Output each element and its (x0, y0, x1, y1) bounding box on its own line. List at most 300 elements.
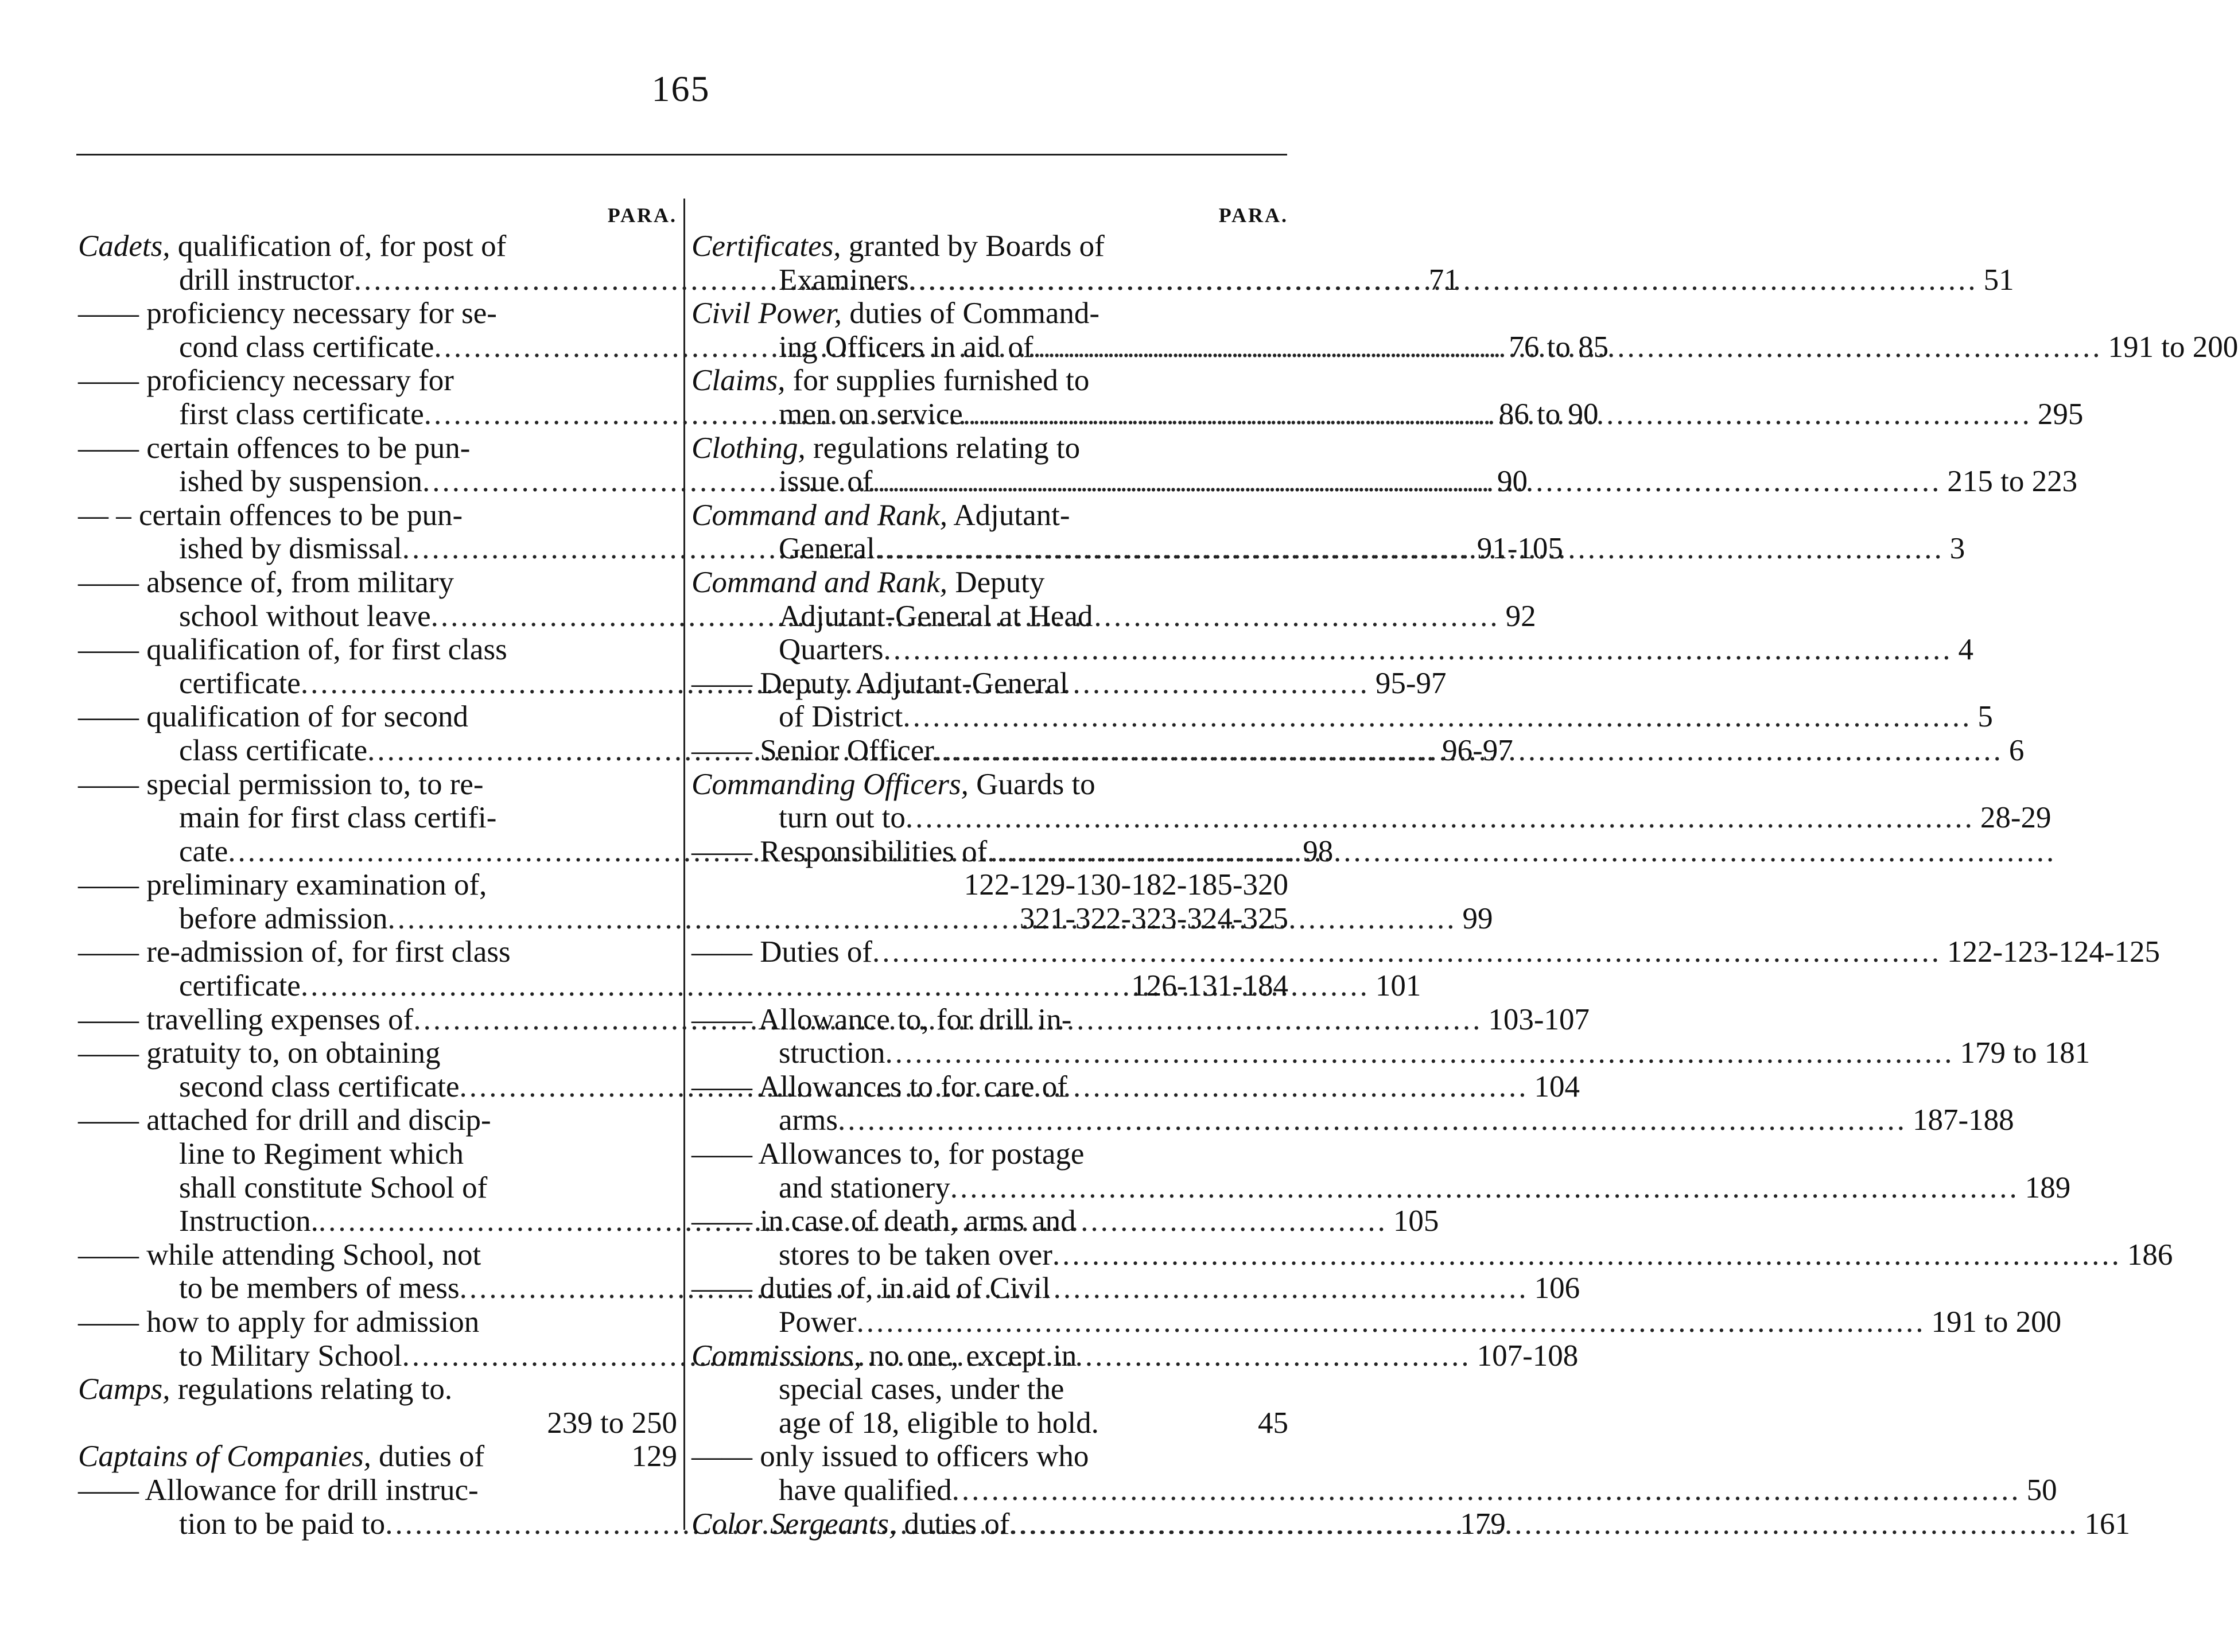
para-reference: 90 (1497, 465, 1528, 499)
index-line (691, 1003, 1288, 1037)
index-line (691, 633, 1973, 667)
entry-text (779, 600, 1093, 633)
entry-text (179, 1137, 464, 1171)
dot-leader (838, 1103, 1907, 1137)
entry-description: Examiners (779, 263, 909, 297)
para-header: PARA. (1218, 204, 1288, 227)
index-line (691, 1070, 1288, 1104)
entry-text (179, 1507, 385, 1541)
para-reference: 186 (2127, 1238, 2173, 1272)
para-reference: 191 to 200 (1931, 1305, 2062, 1339)
entry-text (691, 432, 1080, 465)
para-reference (671, 1036, 677, 1070)
para-reference (1283, 566, 1288, 600)
para-reference (1283, 1003, 1288, 1037)
para-reference: 50 (2026, 1473, 2057, 1507)
entry-description: line to Regiment which (179, 1137, 464, 1171)
entry-description: turn out to (779, 801, 906, 835)
entry-text (691, 768, 1095, 802)
index-line (691, 1036, 2091, 1070)
para-reference (671, 297, 677, 331)
dot-leader (856, 1305, 1925, 1339)
entry-text (779, 465, 872, 499)
para-reference: 189 (2025, 1171, 2071, 1204)
para-reference: 105 (1393, 1204, 1439, 1238)
para-reference (671, 566, 677, 600)
para-reference (1283, 667, 1288, 701)
entry-text (779, 700, 903, 734)
index-term: Commissions, (691, 1339, 861, 1373)
index-line (691, 1272, 1288, 1305)
index-line (691, 1137, 1288, 1171)
entry-description: ing Officers in aid of (779, 330, 1033, 364)
spacer (78, 1406, 541, 1440)
para-reference (1283, 1070, 1288, 1104)
entry-description: —— while attending School, not (78, 1238, 481, 1272)
dot-leader (952, 1474, 2021, 1507)
para-reference (671, 935, 677, 969)
entry-text (691, 230, 1105, 263)
entry-text (78, 566, 454, 600)
entry-description: —— Allowances to for care of (691, 1070, 1067, 1103)
entry-text (779, 1036, 885, 1070)
index-term: Command and Rank, (691, 565, 948, 599)
index-line (78, 801, 677, 835)
index-line (691, 700, 1993, 734)
index-line (691, 969, 1288, 1003)
para-reference: 91-105 (1477, 532, 1563, 566)
para-reference (1283, 432, 1288, 465)
para-reference (1283, 297, 1288, 331)
entry-text (78, 364, 454, 398)
para-reference: 98 (1303, 834, 1334, 868)
entry-description: no one, except in (861, 1339, 1077, 1373)
index-line (691, 1339, 1288, 1373)
index-line (691, 868, 1288, 902)
entry-description: —— Allowance to, for drill in- (691, 1002, 1072, 1036)
entry-description: —— Responsibilities of (691, 834, 988, 868)
spacer (691, 868, 958, 902)
spacer (484, 1440, 625, 1474)
index-term: Claims, (691, 364, 786, 398)
entry-description: —— Deputy Adjutant-General (691, 666, 1069, 700)
spacer (454, 566, 671, 600)
index-line (691, 1406, 1288, 1440)
entry-description: to be members of mess (179, 1272, 460, 1305)
index-line (78, 1440, 677, 1474)
entry-text (78, 935, 511, 969)
entry-text (179, 734, 367, 768)
index-line (691, 499, 1288, 532)
para-reference: 129 (631, 1440, 677, 1474)
index-line (78, 1036, 677, 1070)
para-reference: 126-131-184 (1131, 969, 1288, 1003)
index-term: Certificates, (691, 230, 841, 263)
entry-description: —— in case of death, arms and (691, 1204, 1076, 1238)
entry-description: struction (779, 1036, 885, 1070)
spacer (1076, 1204, 1283, 1238)
entry-description: regulations relating to. (170, 1373, 453, 1406)
dot-leader (883, 633, 1952, 667)
entry-text (179, 902, 388, 936)
entry-text (779, 1406, 1099, 1440)
entry-text (78, 868, 487, 902)
entry-text (179, 1272, 460, 1305)
entry-description: —— certain offences to be pun- (78, 431, 471, 465)
para-reference: 187-188 (1913, 1103, 2014, 1137)
dot-leader (1033, 331, 2103, 364)
entry-text (179, 1339, 402, 1373)
index-line (78, 768, 677, 802)
index-line (691, 667, 1288, 701)
spacer (691, 902, 1014, 936)
entry-text (779, 331, 1033, 364)
para-reference: 95-97 (1375, 666, 1447, 700)
entry-text (179, 465, 422, 499)
entry-text (78, 230, 506, 263)
entry-description: duties of (371, 1440, 485, 1474)
entry-text (691, 297, 1099, 331)
para-reference: 179 (1460, 1507, 1506, 1541)
index-term: Clothing, (691, 431, 806, 465)
entry-description: tion to be paid to (179, 1507, 386, 1541)
entry-text (691, 935, 872, 969)
entry-text (179, 801, 496, 835)
spacer (1068, 667, 1283, 701)
para-reference: 28-29 (1980, 801, 2052, 835)
para-reference: 321-322-323-324-325 (1019, 901, 1288, 935)
entry-text (179, 1070, 460, 1104)
entry-description: — – certain offences to be pun- (78, 498, 463, 532)
index-line (78, 1406, 677, 1440)
entry-description: duties of Command- (842, 297, 1100, 331)
entry-description: ished by suspension (179, 465, 422, 499)
entry-description: for supplies furnished to (785, 364, 1090, 398)
entry-description: of District (779, 700, 903, 734)
entry-description: certificate (179, 666, 301, 700)
entry-description: —— Allowance for drill instruc- (78, 1473, 479, 1507)
para-reference (671, 1171, 677, 1205)
entry-description: —— qualification of, for first class (78, 633, 507, 667)
entry-description: Quarters (779, 633, 884, 667)
para-reference (1283, 1137, 1288, 1171)
top-rule (76, 154, 1287, 156)
entry-description: —— attached for drill and discip- (78, 1103, 491, 1137)
entry-description: and stationery (779, 1171, 950, 1204)
entry-description: —— absence of, from military (78, 565, 454, 599)
para-reference: 179 to 181 (1960, 1036, 2091, 1070)
entry-text (779, 1305, 856, 1339)
entry-text (78, 1003, 413, 1037)
entry-description: to Military School (179, 1339, 402, 1373)
spacer (481, 1238, 671, 1272)
entry-description: —— proficiency necessary for se- (78, 297, 497, 331)
entry-text (179, 331, 434, 364)
para-reference: 161 (2084, 1507, 2131, 1541)
entry-text (78, 1238, 481, 1272)
entry-description: age of 18, eligible to hold. (779, 1406, 1099, 1440)
spacer (1089, 364, 1283, 398)
dot-leader (872, 465, 1941, 499)
index-line (78, 868, 677, 902)
entry-text (691, 364, 1089, 398)
para-reference: 295 (2037, 397, 2084, 431)
para-reference: 122-129-130-182-185-320 (963, 868, 1288, 902)
para-reference: 45 (1258, 1406, 1288, 1440)
para-reference (1283, 364, 1288, 398)
index-term: Captains of Companies, (78, 1440, 371, 1474)
index-line (691, 1440, 1288, 1474)
index-line (691, 1204, 1288, 1238)
para-reference (671, 364, 677, 398)
spacer (454, 364, 671, 398)
entry-text (78, 297, 497, 331)
spacer (1044, 566, 1283, 600)
spacer (506, 230, 671, 263)
spacer (470, 432, 671, 465)
entry-description: —— gratuity to, on obtaining (78, 1036, 441, 1070)
dot-leader (987, 835, 2056, 869)
entry-description: issue of (779, 465, 873, 499)
entry-description: Power (779, 1305, 857, 1339)
para-reference: 71 (1428, 263, 1459, 297)
spacer (479, 1474, 671, 1507)
para-reference (671, 801, 677, 835)
entry-description: main for first class certifi- (179, 801, 497, 835)
index-line (691, 230, 1288, 263)
para-reference: 101 (1375, 969, 1421, 1003)
entry-description: certificate (179, 969, 301, 1003)
entry-description: —— proficiency necessary for (78, 364, 454, 398)
entry-text (779, 532, 875, 566)
entry-text (78, 1474, 479, 1507)
entry-text (78, 1036, 441, 1070)
para-reference (671, 700, 677, 734)
entry-text (179, 1204, 318, 1238)
dot-leader (906, 801, 1975, 835)
entry-description: men on service (779, 397, 963, 431)
para-reference (671, 768, 677, 802)
entry-text (691, 566, 1044, 600)
entry-description: —— duties of, in aid of Civil (691, 1272, 1051, 1305)
spacer (1077, 1339, 1283, 1373)
para-reference (671, 1474, 677, 1507)
index-line (78, 432, 677, 465)
spacer (1051, 1272, 1283, 1305)
entry-text (779, 1474, 952, 1507)
entry-text (78, 1103, 491, 1137)
dot-leader (885, 1036, 1954, 1070)
index-line (78, 1137, 677, 1171)
entry-text (179, 263, 354, 297)
spacer (491, 1103, 671, 1137)
spacer (1067, 1070, 1283, 1104)
para-reference: 6 (2008, 733, 2025, 767)
spacer (484, 768, 671, 802)
entry-text (78, 432, 470, 465)
entry-description: have qualified (779, 1473, 952, 1507)
index-line (78, 1373, 677, 1406)
para-reference: 96-97 (1442, 733, 1513, 767)
entry-text (179, 532, 402, 566)
dot-leader (963, 398, 2032, 432)
para-reference: 103-107 (1488, 1002, 1590, 1036)
index-line (78, 297, 677, 331)
spacer (1095, 768, 1283, 802)
para-reference: 4 (1958, 633, 1973, 667)
entry-description: —— how to apply for admission (78, 1305, 480, 1339)
entry-description: Instruction. (179, 1204, 318, 1238)
entry-description: granted by Boards of (841, 230, 1105, 263)
spacer (487, 1171, 671, 1205)
spacer (1099, 297, 1283, 331)
index-line (691, 801, 2052, 835)
spacer (1099, 1406, 1252, 1440)
spacer (1093, 600, 1283, 633)
index-line (78, 935, 677, 969)
entry-text (691, 1070, 1067, 1104)
para-reference: 99 (1462, 901, 1493, 935)
entry-text (78, 768, 484, 802)
entry-description: before admission (179, 901, 388, 935)
entry-description: special cases, under the (779, 1373, 1064, 1406)
entry-description: school without leave (179, 599, 431, 633)
index-term: Command and Rank, (691, 498, 948, 532)
index-line (78, 566, 677, 600)
spacer (1084, 1137, 1283, 1171)
spacer (452, 1373, 671, 1406)
entry-description: —— Duties of (691, 935, 873, 969)
entry-description: —— Senior Officer (691, 733, 934, 767)
entry-text (179, 835, 228, 869)
entry-text (779, 1238, 1052, 1272)
para-reference: 51 (1983, 263, 2014, 297)
entry-text (78, 1440, 484, 1474)
entry-description: Adjutant- (947, 498, 1070, 532)
entry-text (78, 700, 468, 734)
dot-leader (1052, 1238, 2122, 1272)
para-reference (671, 230, 677, 263)
entry-description: duties of (896, 1507, 1010, 1541)
index-line (78, 364, 677, 398)
para-reference (1283, 1272, 1288, 1305)
entry-description: General (779, 532, 875, 566)
spacer (487, 868, 671, 902)
index-line (78, 230, 677, 263)
spacer (463, 499, 671, 532)
spacer (1105, 230, 1283, 263)
entry-text (779, 633, 883, 667)
entry-description: —— qualification of for second (78, 700, 468, 734)
index-line (691, 902, 1288, 936)
entry-description: second class certificate (179, 1070, 460, 1103)
entry-description: cate (179, 834, 228, 868)
index-line (78, 1474, 677, 1507)
entry-text (691, 499, 1070, 532)
entry-description: shall constitute School of (179, 1171, 488, 1204)
entry-text (691, 1339, 1077, 1373)
para-reference: 92 (1505, 599, 1536, 633)
entry-description: —— travelling expenses of (78, 1002, 414, 1036)
entry-description: first class certificate (179, 397, 424, 431)
para-reference: 215 to 223 (1947, 465, 2078, 499)
entry-description: —— only issued to officers who (691, 1440, 1089, 1474)
entry-text (179, 969, 301, 1003)
entry-description: —— re-admission of, for first class (78, 935, 511, 969)
para-reference (1283, 768, 1288, 802)
entry-text (691, 734, 934, 768)
entry-text (779, 1373, 1064, 1406)
index-line (691, 1373, 1288, 1406)
entry-description: —— special permission to, to re- (78, 767, 484, 801)
entry-text (779, 398, 963, 432)
para-reference (1283, 499, 1288, 532)
entry-description: —— Allowances to, for postage (691, 1137, 1085, 1171)
entry-text (779, 1103, 838, 1137)
dot-leader (903, 700, 1972, 734)
entry-text (78, 1373, 452, 1406)
entry-text (779, 801, 906, 835)
entry-text (691, 1440, 1089, 1474)
entry-description: class certificate (179, 733, 368, 767)
index-line (78, 1305, 677, 1339)
entry-description: qualification of, for post of (170, 230, 507, 263)
entry-description: drill instructor (179, 263, 354, 297)
spacer (497, 297, 671, 331)
entry-text (78, 633, 507, 667)
entry-text (691, 1003, 1071, 1037)
index-line (691, 1473, 2057, 1507)
para-reference (671, 868, 677, 902)
index-line (691, 600, 1288, 633)
spacer (496, 801, 671, 835)
entry-text (179, 1171, 487, 1205)
entry-description: ished by dismissal (179, 532, 402, 566)
para-reference: 5 (1977, 700, 1993, 734)
para-reference (1283, 1204, 1288, 1238)
spacer (479, 1305, 671, 1339)
entry-text (691, 667, 1068, 701)
index-line (691, 835, 1288, 869)
index-line (691, 364, 1288, 398)
index-line (691, 768, 1288, 802)
index-term: Camps, (78, 1373, 170, 1406)
spacer (691, 969, 1125, 1003)
index-line (691, 1305, 2062, 1339)
entry-text (691, 1137, 1084, 1171)
spacer (1080, 432, 1283, 465)
para-reference (671, 1238, 677, 1272)
dot-leader (1010, 1507, 2079, 1541)
para-reference (671, 633, 677, 667)
entry-text (779, 1171, 950, 1205)
spacer (1071, 1003, 1283, 1037)
para-reference: 106 (1534, 1272, 1580, 1305)
index-line (78, 499, 677, 532)
para-reference (1283, 600, 1288, 633)
para-reference: 104 (1534, 1070, 1580, 1103)
para-reference: 76 to 85 (1509, 330, 1609, 364)
para-reference (1283, 230, 1288, 263)
dot-leader (872, 935, 1941, 969)
index-line (691, 297, 1288, 331)
para-reference: 239 to 250 (547, 1406, 677, 1440)
spacer (507, 633, 671, 667)
para-reference: 107-108 (1477, 1339, 1579, 1373)
entry-text (691, 1507, 1010, 1541)
entry-text (179, 667, 301, 701)
index-line (691, 935, 2160, 969)
